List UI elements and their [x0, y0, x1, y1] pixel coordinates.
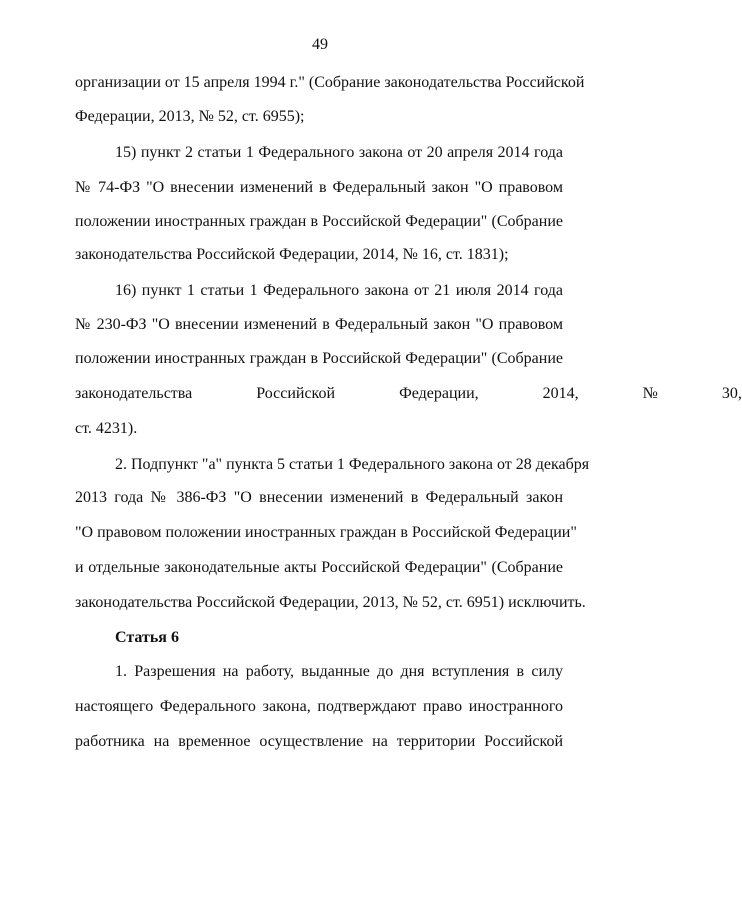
- text-line: законодательства Российской Федерации, 2013, № 52, ст. 6951) исключить.: [75, 594, 586, 611]
- text-line: положении иностранных граждан в Российской Федерации" (Собрание: [75, 350, 563, 367]
- text-line: законодательства Российской Федерации, 2014, № 16, ст. 1831);: [75, 246, 509, 263]
- text-line: настоящего Федерального закона, подтверждают право иностранного: [75, 698, 563, 715]
- section-heading: Статья 6: [115, 629, 179, 646]
- text-line: 2. Подпункт "а" пункта 5 статьи 1 Федерального закона от 28 декабря: [115, 456, 590, 473]
- text-line: 16) пункт 1 статьи 1 Федерального закона от 21 июля 2014 года: [115, 282, 563, 299]
- text-line: ст. 4231).: [75, 420, 138, 437]
- text-line: № 230-ФЗ "О внесении изменений в Федеральный закон "О правовом: [75, 316, 563, 333]
- text-line: 2013 года № 386-ФЗ "О внесении изменений в Федеральный закон: [75, 489, 563, 506]
- text-line: законодательства Российской Федерации, 2014, № 30,: [75, 385, 742, 402]
- text-line: положении иностранных граждан в Российской Федерации" (Собрание: [75, 213, 563, 230]
- text-line: работника на временное осуществление на территории Российской: [75, 733, 563, 750]
- text-line: Федерации, 2013, № 52, ст. 6955);: [75, 108, 305, 125]
- text-line: 1. Разрешения на работу, выданные до дня вступления в силу: [115, 663, 563, 680]
- text-line: организации от 15 апреля 1994 г." (Собрание законодательства Российской: [75, 74, 585, 91]
- text-line: и отдельные законодательные акты Российской Федерации" (Собрание: [75, 559, 563, 576]
- text-line: № 74-ФЗ "О внесении изменений в Федеральный закон "О правовом: [75, 179, 563, 196]
- page-number: 49: [312, 36, 328, 53]
- text-line: "О правовом положении иностранных граждан в Российской Федерации": [75, 524, 577, 541]
- text-line: 15) пункт 2 статьи 1 Федерального закона от 20 апреля 2014 года: [115, 144, 563, 161]
